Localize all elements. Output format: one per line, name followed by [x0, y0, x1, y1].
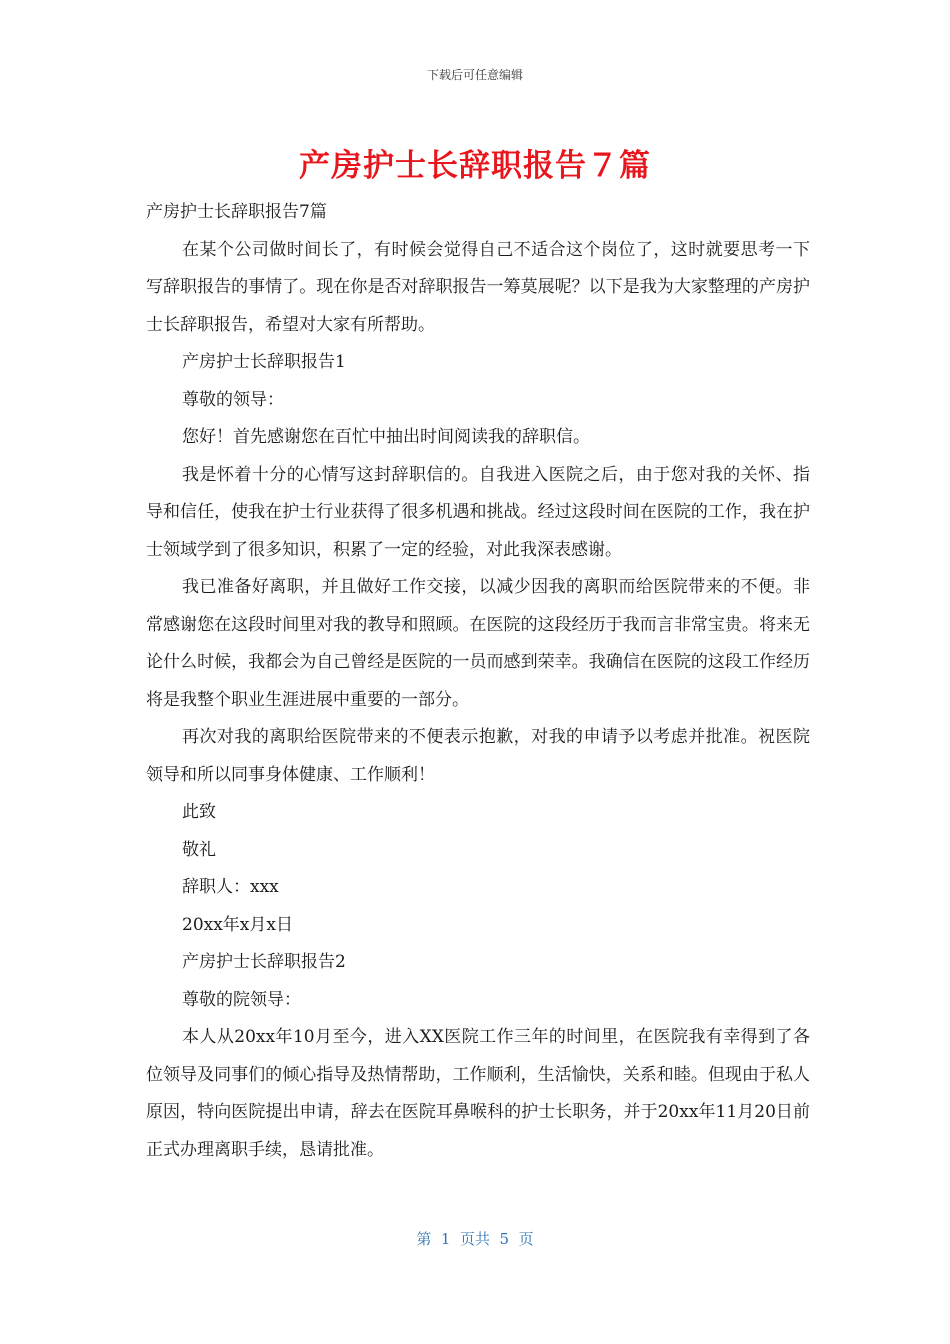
paragraph: 本人从20xx年10月至今，进入XX医院工作三年的时间里，在医院我有幸得到了各位领导及同事们的倾心指导及热情帮助，工作顺利，生活愉快，关系和睦。但现由于私人原因，特向医院提出申请，辞去在医院耳鼻喉科的护士长职务，并于20xx年11月20日前正式办理离职手续，恳请批准。 [146, 1027, 810, 1160]
signature-line: 辞职人：xxx [182, 877, 279, 897]
page-header: 下载后可任意编辑 [426, 68, 523, 82]
paragraph: 再次对我的离职给医院带来的不便表示抱歉，对我的申请予以考虑并批准。祝医院领导和所以同事身体健康、工作顺利！ [146, 727, 810, 785]
salutation: 尊敬的领导： [182, 389, 284, 410]
paragraph: 我已准备好离职，并且做好工作交接，以减少因我的离职而给医院带来的不便。非常感谢您在这段时间里对我的教导和照顾。在医院的这段经历于我而言非常宝贵。将来无论什么时候，我都会为自己曾经是医院的一员而感到荣幸。我确信在医院的这段工作经历将是我整个职业生涯进展中重要的一部分。 [146, 577, 810, 710]
document-body [146, 194, 810, 1169]
paragraph: 产房护士长辞职报告7篇 [146, 202, 327, 222]
paragraph: 我是怀着十分的心情写这封辞职信的。自我进入医院之后，由于您对我的关怀、指导和信任，使我在护士行业获得了很多机遇和挑战。经过这段时间在医院的工作，我在护士领域学到了很多知识，积累了一定的经验，对此我深表感谢。 [146, 464, 810, 560]
date-line: 20xx年x月x日 [182, 914, 293, 935]
paragraph: 您好！首先感谢您在百忙中抽出时间阅读我的辞职信。 [182, 427, 590, 447]
salutation: 尊敬的院领导： [182, 989, 301, 1010]
closing-line: 敬礼 [182, 839, 216, 860]
section-heading: 产房护士长辞职报告2 [182, 952, 346, 972]
document-title: 产房护士长辞职报告７篇 [299, 148, 651, 184]
paragraph: 在某个公司做时间长了，有时候会觉得自己不适合这个岗位了，这时就要思考一下写辞职报告的事情了。现在你是否对辞职报告一筹莫展呢？以下是我为大家整理的产房护士长辞职报告，希望对大家有所帮助。 [146, 239, 810, 335]
closing-line: 此致 [182, 802, 216, 822]
page-footer: 第 1 页共 5 页 [416, 1230, 534, 1248]
section-heading: 产房护士长辞职报告1 [182, 352, 346, 372]
